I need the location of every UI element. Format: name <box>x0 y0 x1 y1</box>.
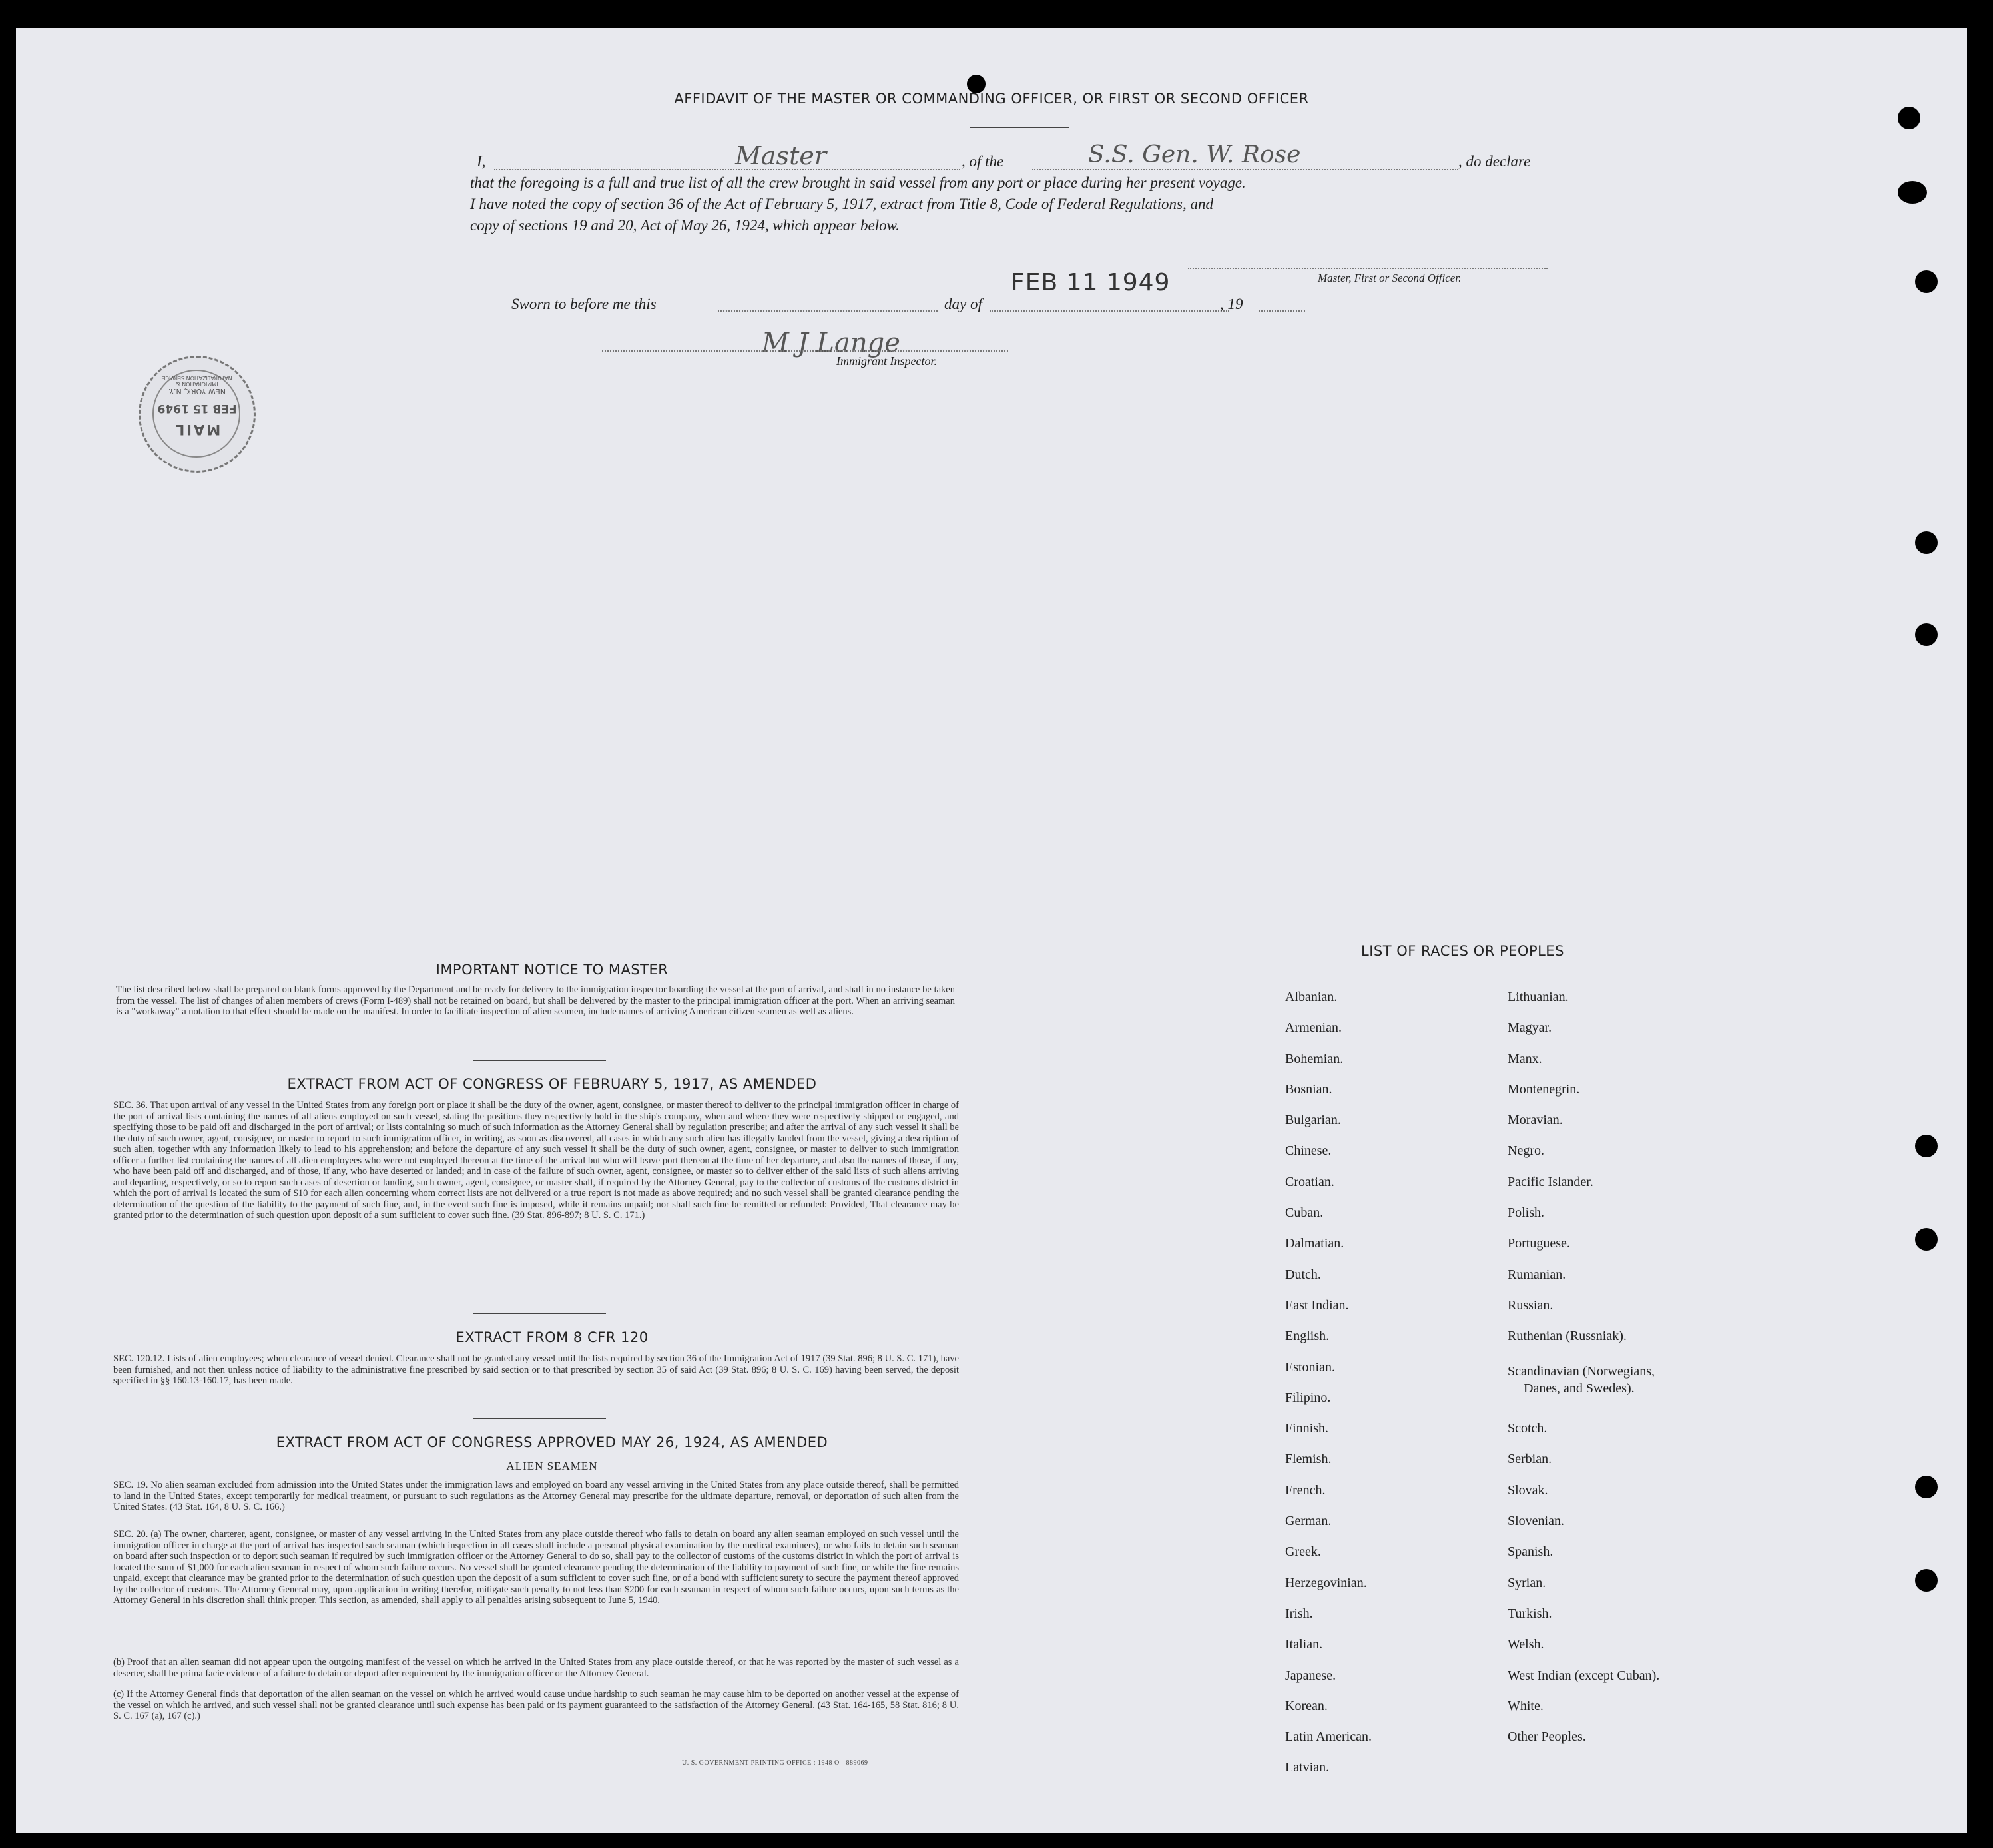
declaration-line-2: that the foregoing is a full and true list of all the crew brought in said vessel from any port or place during her present voyage. <box>470 174 1246 191</box>
race-item: Chinese. <box>1285 1143 1332 1159</box>
extract-1924-title: EXTRACT FROM ACT OF CONGRESS APPROVED MAY 26, 1924, AS AMENDED <box>276 1434 828 1450</box>
vessel-name-line <box>1032 169 1458 170</box>
race-item: Turkish. <box>1508 1606 1552 1621</box>
race-item: Pacific Islander. <box>1508 1174 1593 1189</box>
section-rule <box>473 1418 606 1419</box>
punch-hole <box>1915 1228 1938 1251</box>
race-item: Montenegrin. <box>1508 1081 1580 1097</box>
race-item: East Indian. <box>1285 1297 1349 1313</box>
race-item: Cuban. <box>1285 1205 1324 1221</box>
race-item: Greek. <box>1285 1544 1321 1560</box>
race-item: Bosnian. <box>1285 1081 1332 1097</box>
race-item: Welsh. <box>1508 1637 1544 1652</box>
extract-cfr-body: SEC. 120.12. Lists of alien employees; when clearance of vessel denied. Clearance shall not be granted any vessel until the lists required by section 36 of the Immigration Act of 1917 (39 Stat. 896; 8 U. S. C. 171), have been furnished, and not then unless notice of liability to the administrative fine prescribed by said section or to that prescribed by section 35 of said Act (39 Stat. 896; 8 U. S. C. 169) having been served, the deposit specified in §§ 160.13-160.17, has been made. <box>113 1353 959 1386</box>
extract-1924-sec20c: (c) If the Attorney General finds that deportation of the alien seaman on the vessel on which he arrived would cause undue hardship to such seaman he may cause him to be deported on another vessel at the expense of the vessel on which he arrived, and such vessel shall not be granted clearance until such expense has been paid or its payment guaranteed to the satisfaction of the Attorney General. (43 Stat. 164-165, 58 Stat. 816; 8 U. S. C. 167 (a), 167 (c).) <box>113 1689 959 1721</box>
race-item: Danes, and Swedes). <box>1524 1381 1635 1396</box>
races-column-1 <box>1285 990 1372 1791</box>
race-item: Lithuanian. <box>1508 990 1569 1004</box>
extract-1924-sec20b: (b) Proof that an alien seaman did not appear upon the outgoing manifest of the vessel on which he arrived in the United States from any place outside thereof, or that he was reported by the master of such vessel as a deserter, shall be prima facie evidence of a failure to detain or deport after requirement by the immigration officer or the Attorney General. <box>113 1657 959 1679</box>
punch-hole <box>1915 270 1938 293</box>
race-item: Latin American. <box>1285 1729 1372 1745</box>
punch-hole <box>1898 181 1927 204</box>
printer-imprint: U. S. GOVERNMENT PRINTING OFFICE : 1948 O - 889069 <box>682 1759 868 1767</box>
punch-hole <box>1915 1135 1938 1157</box>
declaration-i: I, <box>477 153 486 170</box>
stamp-agency: IMMIGRATION & NATURALIZATION SERVICE <box>162 375 232 387</box>
declaration-line-4: copy of sections 19 and 20, Act of May 26, 1924, which appear below. <box>470 217 900 234</box>
race-item: Korean. <box>1285 1698 1328 1713</box>
notice-body: The list described below shall be prepared on blank forms approved by the Department and be ready for delivery to the immigration inspector boarding the vessel at the port of arrival, and shall in no instance be taken from the vessel. The list of changes of alien members of crews (Form I-489) shall not be retained on board, but shall be delivered by the master to the principal immigration officer at the port. When an arriving seaman is a "workaway" a notation to that effect should be made on the manifest. In order to facilitate inspection of alien seamen, include names of arriving American citizen seamen as well as aliens. <box>116 984 955 1017</box>
race-item: Armenian. <box>1285 1020 1342 1036</box>
notice-title: IMPORTANT NOTICE TO MASTER <box>435 962 669 978</box>
sworn-text: Sworn to before me this <box>511 296 657 312</box>
inspector-signature: M J Lange <box>762 328 900 358</box>
punch-hole <box>1915 1569 1938 1592</box>
date-stamp: FEB 11 1949 <box>1011 269 1171 296</box>
inspector-line <box>602 350 1008 352</box>
section-rule <box>473 1060 606 1061</box>
declaration-line-3: I have noted the copy of section 36 of the Act of February 5, 1917, extract from Title 8, Code of Federal Regulations, and <box>470 196 1213 212</box>
races-column-2 <box>1508 990 1659 1760</box>
race-item: Bohemian. <box>1285 1051 1344 1066</box>
race-item: German. <box>1285 1514 1332 1529</box>
race-item: Flemish. <box>1285 1452 1332 1467</box>
race-item: Finnish. <box>1285 1421 1329 1436</box>
race-item: Latvian. <box>1285 1760 1330 1775</box>
sworn-day-line <box>718 310 938 312</box>
race-item: Rumanian. <box>1508 1267 1566 1282</box>
punch-hole <box>1898 107 1920 129</box>
race-item: Polish. <box>1508 1205 1545 1221</box>
extract-1924-subtitle: ALIEN SEAMEN <box>506 1460 598 1472</box>
section-rule <box>473 1313 606 1314</box>
race-item: Magyar. <box>1508 1020 1552 1036</box>
race-item: English. <box>1285 1329 1330 1344</box>
race-item: Estonian. <box>1285 1359 1335 1375</box>
race-item: Croatian. <box>1285 1174 1334 1189</box>
race-item: Negro. <box>1508 1143 1544 1159</box>
race-item: Syrian. <box>1508 1575 1546 1590</box>
extract-cfr-title: EXTRACT FROM 8 CFR 120 <box>455 1329 649 1345</box>
race-item: Japanese. <box>1285 1668 1336 1683</box>
document-page <box>16 28 1967 1833</box>
race-item: Italian. <box>1285 1637 1323 1652</box>
race-item: Portuguese. <box>1508 1236 1570 1251</box>
do-declare-text: , do declare <box>1458 153 1531 170</box>
race-item: Herzegovinian. <box>1285 1575 1367 1590</box>
punch-hole <box>1915 531 1938 554</box>
day-of-text: day of <box>944 296 982 312</box>
races-title: LIST OF RACES OR PEOPLES <box>1361 943 1564 959</box>
race-item: Russian. <box>1508 1297 1554 1313</box>
race-item: Filipino. <box>1285 1390 1331 1405</box>
title-rule <box>970 127 1069 128</box>
race-item: Spanish. <box>1508 1544 1554 1560</box>
sworn-year-line <box>1259 310 1305 312</box>
extract-1924-sec20a: SEC. 20. (a) The owner, charterer, agent, consignee, or master of any vessel arriving in the United States from any place outside thereof who fails to detain on board any alien seaman employed on such vessel until the immigration officer in charge at the port of arrival has inspected such seaman (which inspection in all cases shall include a personal physical examination by the medical examiners), or who fails to detain such seaman on board after such inspection or to deport such seaman if required by such immigration officer or the Attorney General to do so, shall pay to the collector of customs of the customs district in which the port of arrival is located the sum of $1,000 for each alien seaman in respect of whom such failure occurs. No vessel shall be granted clearance pending the determination of the liability to payment of such fine, or while the fine remains unpaid, except that clearance may be granted prior to the determination of such question upon the deposit of a sum sufficient to cover such fine, or of a bond with sufficient surety to secure the payment thereof approved by the collector of customs. The Attorney General may, upon application in writing therefor, mitigate such penalty to not less than $200 for each seaman in respect of whom such failure occurs, upon such terms as the Attorney General in his discretion shall think proper. This section, as amended, shall apply to all penalties arising subsequent to June 5, 1940. <box>113 1529 959 1606</box>
race-item: Other Peoples. <box>1508 1729 1586 1745</box>
received-stamp <box>139 356 256 473</box>
extract-1917-body: SEC. 36. That upon arrival of any vessel in the United States from any foreign port or place it shall be the duty of the owner, agent, consignee, or master thereof to deliver to the principal immigration officer in charge of the port of arrival lists containing the names of all aliens employed on such vessel, stating the positions they respectively hold in the ship's company, when and where they were respectively shipped or engaged, and specifying those to be paid off and discharged in the port of arrival; or lists containing so much of such information as the Attorney General shall by regulation prescribe; and after the arrival of any such vessel it shall be the duty of such owner, agent, consignee, or master to report to such immigration officer, in writing, as soon as discovered, all cases in which any such alien has illegally landed from the vessel, giving a description of such alien, together with any information likely to lead to his apprehension; and before the departure of any such vessel it shall be the duty of such owner, agent, consignee, or master to deliver to such immigration officer a further list containing the names of all alien employees who were not employed thereon at the time of the arrival but who will leave port thereon at the time of her departure, and also the names of those, if any, who have been paid off and discharged, and of those, if any, who have deserted or landed; and in case of the failure of such owner, agent, consignee, or master so to deliver either of the said lists of such aliens arriving and departing, respectively, or so to report such cases of desertion or landing, such owner, agent, consignee, or master shall, if required by the Attorney General, pay to the collector of customs of the customs district in which the port of arrival is located the sum of $10 for each alien concerning whom correct lists are not delivered or a true report is not made as above required; and no such vessel shall be granted clearance pending the determination of the question of the liability to the payment of such fine, and, in the event such fine is imposed, while it remains unpaid; nor shall such fine be remitted or refunded: Provided, That clearance may be granted prior to the determination of such question upon deposit of a sum sufficient to cover such fine. (39 Stat. 896-897; 8 U. S. C. 171.) <box>113 1100 959 1221</box>
race-item: Slovenian. <box>1508 1514 1564 1529</box>
punch-hole <box>1915 623 1938 646</box>
inspector-caption: Immigrant Inspector. <box>836 354 937 368</box>
race-item: Bulgarian. <box>1285 1113 1341 1128</box>
race-item: Ruthenian (Russniak). <box>1508 1329 1627 1344</box>
stamp-city: NEW YORK, N.Y. <box>168 387 226 396</box>
race-item: West Indian (except Cuban). <box>1508 1668 1660 1683</box>
punch-hole <box>1915 1476 1938 1498</box>
extract-1924-sec19: SEC. 19. No alien seaman excluded from admission into the United States under the immigration laws and employed on board any vessel arriving in the United States from any place outside thereof, shall be permitted to land in the United States, except temporarily for medical treatment, or pursuant to such regulations as the Attorney General may prescribe for the ultimate departure, removal, or deportation of such alien from the United States. (43 Stat. 164, 8 U. S. C. 166.) <box>113 1480 959 1512</box>
race-item: Irish. <box>1285 1606 1313 1621</box>
stamp-mail: MAIL <box>173 422 221 438</box>
officer-signature-line <box>1188 268 1548 269</box>
master-name-line <box>494 169 960 170</box>
race-item: Scandinavian (Norwegians, <box>1508 1363 1655 1379</box>
master-signature: Master <box>735 141 826 170</box>
sworn-month-line <box>990 310 1229 312</box>
officer-caption: Master, First or Second Officer. <box>1318 272 1462 284</box>
race-item: Manx. <box>1508 1051 1542 1066</box>
race-item: Slovak. <box>1508 1482 1548 1498</box>
race-item: Dalmatian. <box>1285 1236 1344 1251</box>
of-the-text: , of the <box>962 153 1004 170</box>
race-item: Serbian. <box>1508 1452 1552 1467</box>
race-item: Albanian. <box>1285 990 1338 1004</box>
race-item: French. <box>1285 1482 1326 1498</box>
year-text: , 19 <box>1220 296 1243 312</box>
vessel-name-signature: S.S. Gen. W. Rose <box>1088 141 1301 168</box>
race-item: Dutch. <box>1285 1267 1321 1282</box>
race-item: Scotch. <box>1508 1421 1548 1436</box>
affidavit-title: AFFIDAVIT OF THE MASTER OR COMMANDING OFFICER, OR FIRST OR SECOND OFFICER <box>674 91 1309 107</box>
stamp-date: FEB 15 1949 <box>157 402 237 415</box>
extract-1917-title: EXTRACT FROM ACT OF CONGRESS OF FEBRUARY 5, 1917, AS AMENDED <box>287 1076 817 1092</box>
race-item: Moravian. <box>1508 1113 1563 1128</box>
race-item: White. <box>1508 1698 1544 1713</box>
